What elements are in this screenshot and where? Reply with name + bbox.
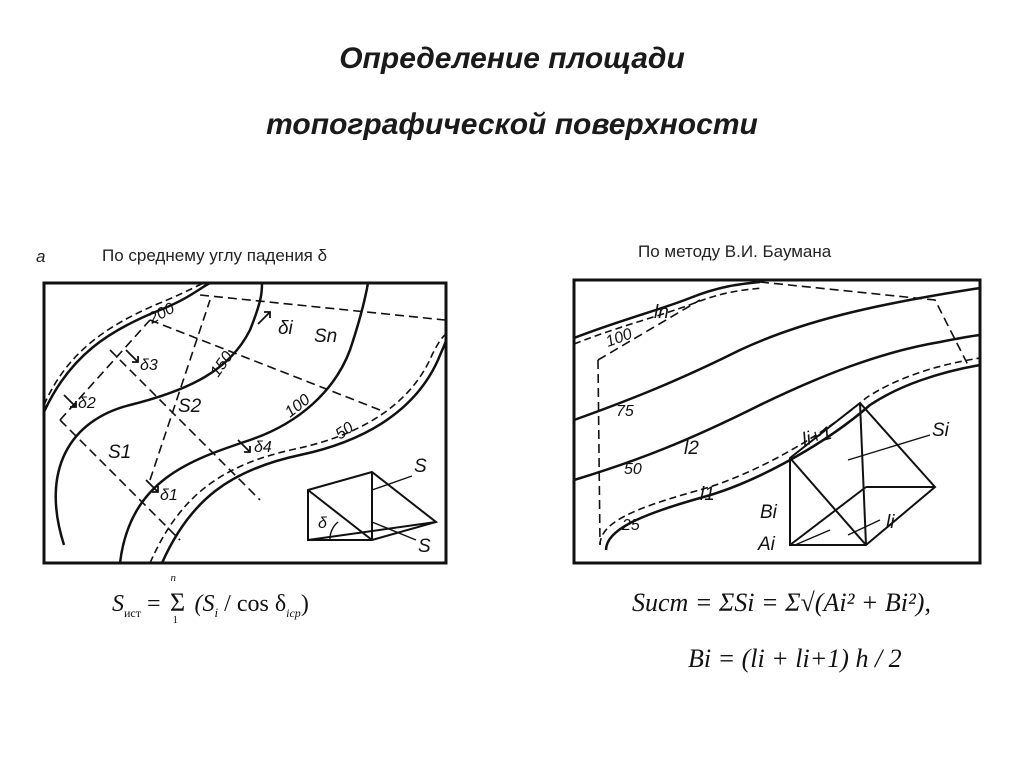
left-labels [78, 300, 431, 557]
contour-label-r-25: 25 [622, 517, 640, 534]
contour-label-r-50: 50 [624, 461, 642, 478]
label-s-bottom: S [418, 536, 431, 557]
label-bi: Bi [760, 502, 777, 523]
label-li: li [886, 512, 895, 533]
label-delta-1: δ1 [160, 487, 178, 504]
left-inset-prism [308, 472, 436, 540]
page-title-line1: Определение площади [339, 42, 685, 75]
page-title-line2: топографической поверхности [266, 108, 758, 141]
contour-label-50: 50 [332, 419, 357, 444]
label-li1: li+1 [799, 422, 835, 451]
label-delta-angle: δ [318, 515, 327, 532]
label-si: Si [932, 420, 949, 441]
left-caption: По среднему углу падения δ [102, 246, 328, 265]
contour-label-r-75: 75 [616, 403, 634, 420]
label-s-top: S [414, 456, 427, 477]
left-formula: $S_{ист}$ = n Σ 1 ($S_i$ / $\cos \delta_{icp}$) [112, 572, 309, 626]
right-formula-2: Bi = (li + li+1) h / 2 [688, 644, 902, 673]
contour-label-100: 100 [281, 391, 314, 422]
contour-label-150: 150 [207, 348, 237, 381]
left-diagram [44, 283, 446, 563]
left-dashed-grid [60, 295, 445, 540]
label-l2: l2 [684, 438, 699, 459]
right-caption: По методу В.И. Баумана [638, 242, 832, 261]
label-delta-4: δ4 [254, 439, 272, 456]
label-ai: Ai [758, 534, 775, 555]
right-formula-1: Sист = ΣSi = Σ√(Ai² + Bi²), [632, 588, 931, 617]
label-sn: Sn [314, 326, 338, 347]
label-delta-i: δi [278, 318, 293, 339]
contour-r-25 [606, 365, 980, 550]
label-l1: l1 [700, 484, 715, 505]
label-ln: ln [654, 302, 669, 323]
contour-label-200: 200 [145, 299, 178, 328]
contour-50 [162, 340, 446, 563]
label-delta-3: δ3 [140, 357, 158, 374]
contour-200 [44, 283, 210, 412]
contour-label-r-100: 100 [603, 325, 635, 351]
contour-r-75 [574, 288, 980, 420]
right-inset-prism [790, 403, 935, 545]
left-frame [44, 283, 446, 563]
label-s2: S2 [178, 396, 202, 417]
contour-50-dashed [150, 334, 446, 563]
label-delta-2: δ2 [78, 395, 96, 412]
left-panel-letter: a [36, 247, 46, 266]
label-s1: S1 [108, 442, 132, 463]
